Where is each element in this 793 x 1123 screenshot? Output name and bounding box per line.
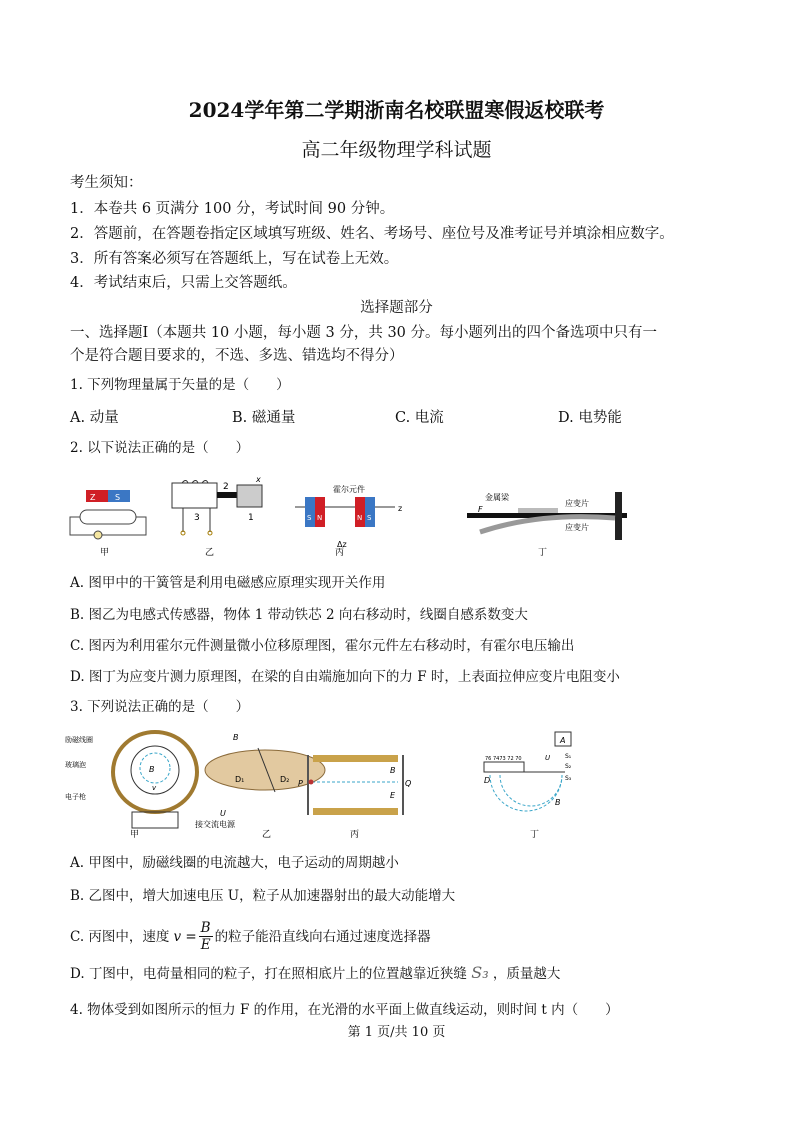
figure-electron-beam-tube [65,732,197,828]
q3-option-b: B. 乙图中，增大加速电压 U，粒子从加速器射出的最大动能增大 [70,888,456,904]
caption: 丁 [530,830,540,840]
section-intro: 个是符合题目要求的，不选、多选、错选均不得分） [70,348,404,364]
figure-label: B [390,766,396,775]
notice-item: 2．答题前，在答题卷指定区域填写班级、姓名、考场号、座位号及准考证号并填涂相应数字。 [70,226,674,242]
figure-label: S₁ [565,753,572,760]
figure-label: 76 7473 72 70 [485,756,522,762]
figure-label: D [484,776,491,785]
figure-label: Z [90,493,96,502]
exam-title: 2024学年第二学期浙南名校联盟寒假返校联考 [188,98,605,122]
figure-mass-spectrometer [484,732,572,811]
q3-option-d: D. 丁图中，电荷量相同的粒子，打在照相底片上的位置越靠近狭缝 S₃ ，质量越大 [70,963,561,982]
q2-stem: 2. 以下说法正确的是（ ） [70,440,250,456]
figure-label: 电子枪 [65,793,86,801]
figure-label: B [555,798,561,807]
figure-shape [518,508,558,513]
figure-label: 霍尔元件 [333,485,365,494]
figure-shape [615,492,622,540]
figure-shape [313,808,398,815]
formula-lhs: v = [173,928,197,945]
figure-label: 应变片 [565,523,589,532]
figure-shape [500,775,562,806]
figure-strain-gauge [467,492,627,540]
caption: 丙 [350,830,360,840]
q1-option-a: A. 动量 [70,410,119,426]
notice-item: 3．所有答案必须写在答题纸上，写在试卷上无效。 [70,251,399,267]
caption: 甲 [100,548,110,558]
figure-label: S [115,493,121,502]
figure-label: P [298,779,303,788]
figure-label: Q [405,779,412,788]
figure-label: 接交流电源 [195,820,235,829]
figure-shape [365,497,375,527]
caption: 乙 [262,830,272,840]
figure-label: 应变片 [565,499,589,508]
figure-label: U [220,809,226,818]
figure-cyclotron [195,733,325,829]
figure-label: D₁ [235,775,245,784]
q1-option-b: B. 磁通量 [232,410,296,426]
figure-label: S [307,514,312,522]
figure-shape [315,497,325,527]
figure-shape [217,492,237,498]
figure-label: F [478,505,483,514]
q1-stem: 1. 下列物理量属于矢量的是（ ） [70,377,290,393]
figure-label: N [317,514,323,522]
figure-label: 3 [194,513,200,523]
section-intro: 一、选择题Ⅰ（本题共 10 小题，每小题 3 分，共 30 分。每小题列出的四个备选项中只有一 [70,325,658,341]
figure-shape [309,780,314,785]
q3-option-a: A. 甲图中，励磁线圈的电流越大，电子运动的周期越小 [70,855,399,871]
formula-fraction: $\frac{B}{E}$ [200,920,211,953]
caption: 丁 [538,548,548,558]
q3-figures [60,730,640,840]
q2-option-d: D. 图丁为应变片测力原理图，在梁的自由端施加向下的力 F 时，上表面拉伸应变片电阻变小 [70,669,620,685]
figure-label: z [398,504,403,513]
q3-stem: 3. 下列说法正确的是（ ） [70,699,250,715]
q2-option-a: A. 图甲中的干簧管是利用电磁感应原理实现开关作用 [70,575,386,591]
figure-label: S₂ [565,763,572,770]
figure-label: v [152,784,157,792]
q2-option-c: C. 图丙为利用霍尔元件测量微小位移原理图，霍尔元件左右移动时，有霍尔电压输出 [70,638,575,654]
figure-shape [237,485,262,507]
q4-stem: 4. 物体受到如图所示的恒力 F 的作用，在光滑的水平面上做直线运动，则时间 t 内（ ） [70,1002,619,1018]
figure-label: 2 [223,482,229,492]
figure-shape [132,812,178,828]
figure-shape [305,497,315,527]
figure-shape [480,517,615,532]
figure-label: E [390,791,396,800]
figure-label: N [357,514,363,522]
figure-shape [80,510,136,524]
notice-item: 1．本卷共 6 页满分 100 分，考试时间 90 分钟。 [70,201,395,217]
section-title: 选择题部分 [360,300,433,316]
exam-subtitle: 高二年级物理学科试题 [301,139,492,161]
q2-figures [60,470,660,560]
figure-shape [140,753,170,783]
figure-label: Δz [337,540,347,549]
figure-label: D₂ [280,775,290,784]
figure-shape [94,531,102,539]
figure-label: 玻璃泡 [65,761,86,769]
q3-option-c: C. 丙图中，速度 v = $\frac{B}{E}$ 的粒子能沿直线向右通过速度选择器 [70,920,431,953]
notice-heading: 考生须知： [70,175,143,191]
figure-label: 金属梁 [485,493,509,502]
page-footer: 第 1 页/共 10 页 [347,1025,446,1040]
figure-label: A [560,736,566,745]
caption: 丙 [335,548,345,558]
figure-reed-switch [70,490,146,539]
figure-label: S [367,514,372,522]
figure-label: B [149,765,155,774]
figure-shape [484,762,524,772]
figure-shape [313,755,398,762]
caption: 甲 [130,830,140,840]
q1-option-d: D. 电势能 [558,410,622,426]
figure-label: 1 [248,513,254,523]
figure-label: 励磁线圈 [65,736,93,744]
figure-shape [172,483,217,508]
figure-label: x [256,475,261,484]
figure-shape [355,497,365,527]
figure-shape [70,517,146,535]
figure-label: S₃ [565,775,572,782]
figure-inductive-sensor [172,475,262,535]
figure-hall-element [295,484,402,549]
q2-option-b: B. 图乙为电感式传感器，物体 1 带动铁芯 2 向右移动时，线圈自感系数变大 [70,607,528,623]
notice-item: 4．考试结束后，只需上交答题纸。 [70,275,297,291]
figure-shape [113,732,197,812]
q1-option-c: C. 电流 [395,410,444,426]
caption: 乙 [205,548,215,558]
figure-label: U [545,754,551,762]
figure-label: B [233,733,239,742]
